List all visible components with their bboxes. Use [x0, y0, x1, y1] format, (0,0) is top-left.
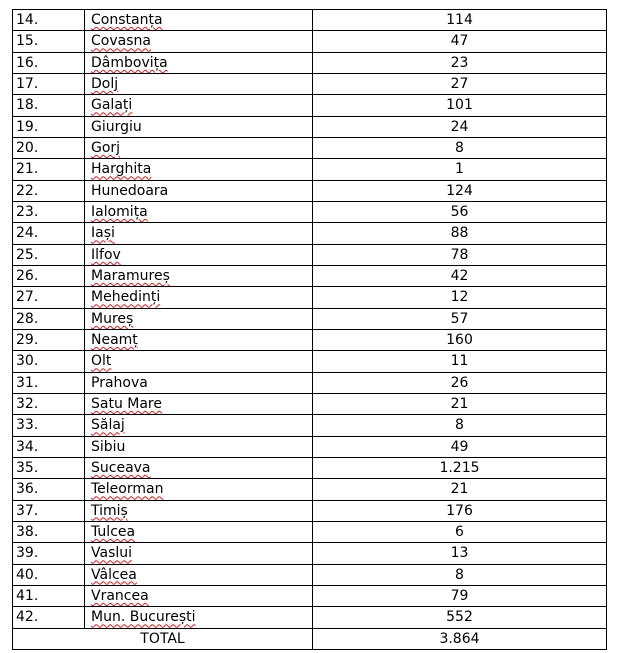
- county-name: Mehedinți: [91, 289, 161, 306]
- county-name: Constanța: [91, 12, 163, 29]
- county-cell: [85, 244, 313, 265]
- county-name: Covasna: [91, 33, 151, 50]
- case-count: 78: [313, 244, 607, 265]
- total-label: TOTAL: [13, 628, 313, 649]
- county-cell: [85, 10, 313, 31]
- county-cell: [85, 116, 313, 137]
- case-count: 23: [313, 52, 607, 73]
- county-cell: [85, 607, 313, 628]
- table-row: [13, 159, 607, 180]
- county-name: Tulcea: [91, 524, 136, 541]
- total-value: 3.864: [313, 628, 607, 649]
- county-name: Vâlcea: [91, 566, 137, 583]
- row-number: 23.: [13, 201, 85, 222]
- case-count: 47: [313, 31, 607, 52]
- county-name: Mureș: [91, 310, 134, 327]
- county-name: Sibiu: [91, 438, 126, 455]
- row-number: 14.: [13, 10, 85, 31]
- county-name: Hunedoara: [91, 182, 169, 199]
- case-count: 26: [313, 372, 607, 393]
- table-row: [13, 201, 607, 222]
- row-number: 26.: [13, 265, 85, 286]
- case-count: 6: [313, 521, 607, 542]
- county-name: Maramureș: [91, 268, 170, 285]
- table-row: [13, 180, 607, 201]
- county-name: Harghita: [91, 161, 152, 178]
- county-name: Vrancea: [91, 588, 149, 605]
- county-name: Gorj: [91, 140, 121, 157]
- row-number: 31.: [13, 372, 85, 393]
- table-row: [13, 52, 607, 73]
- row-number: 17.: [13, 73, 85, 94]
- table-row: [13, 137, 607, 158]
- table-row: [13, 415, 607, 436]
- county-name: Mun. București: [91, 609, 196, 626]
- county-name: Vaslui: [91, 545, 133, 562]
- table-row: [13, 372, 607, 393]
- case-count: 13: [313, 543, 607, 564]
- case-count: 42: [313, 265, 607, 286]
- county-name: Iași: [91, 225, 115, 242]
- table-row: [13, 585, 607, 606]
- county-cell: [85, 564, 313, 585]
- county-cell: [85, 201, 313, 222]
- county-cell: [85, 223, 313, 244]
- table-row: [13, 393, 607, 414]
- county-cell: [85, 585, 313, 606]
- table-row: [13, 543, 607, 564]
- row-number: 21.: [13, 159, 85, 180]
- county-cases-table: [12, 9, 607, 650]
- case-count: 8: [313, 564, 607, 585]
- total-row: [13, 628, 607, 649]
- row-number: 40.: [13, 564, 85, 585]
- row-number: 41.: [13, 585, 85, 606]
- row-number: 29.: [13, 329, 85, 350]
- county-name: Olt: [91, 353, 112, 370]
- case-count: 552: [313, 607, 607, 628]
- case-count: 8: [313, 415, 607, 436]
- table-row: [13, 10, 607, 31]
- county-cell: [85, 265, 313, 286]
- county-cell: [85, 287, 313, 308]
- case-count: 12: [313, 287, 607, 308]
- county-name: Timiș: [91, 502, 128, 519]
- county-name: Ilfov: [91, 246, 121, 263]
- row-number: 19.: [13, 116, 85, 137]
- row-number: 37.: [13, 500, 85, 521]
- table-row: [13, 607, 607, 628]
- county-name: Suceava: [91, 460, 151, 477]
- county-cell: [85, 95, 313, 116]
- row-number: 30.: [13, 351, 85, 372]
- table-row: [13, 457, 607, 478]
- county-name: Prahova: [91, 374, 148, 391]
- county-cell: [85, 372, 313, 393]
- case-count: 21: [313, 479, 607, 500]
- county-cell: [85, 500, 313, 521]
- case-count: 24: [313, 116, 607, 137]
- row-number: 39.: [13, 543, 85, 564]
- table-row: [13, 31, 607, 52]
- table-row: [13, 351, 607, 372]
- case-count: 79: [313, 585, 607, 606]
- table-row: [13, 73, 607, 94]
- county-name: Teleorman: [91, 481, 164, 498]
- county-cell: [85, 543, 313, 564]
- row-number: 33.: [13, 415, 85, 436]
- row-number: 34.: [13, 436, 85, 457]
- county-cell: [85, 415, 313, 436]
- case-count: 11: [313, 351, 607, 372]
- case-count: 160: [313, 329, 607, 350]
- case-count: 57: [313, 308, 607, 329]
- county-name: Ialomița: [91, 204, 148, 221]
- row-number: 18.: [13, 95, 85, 116]
- case-count: 114: [313, 10, 607, 31]
- case-count: 56: [313, 201, 607, 222]
- county-name: Giurgiu: [91, 118, 142, 135]
- table-row: [13, 116, 607, 137]
- case-count: 124: [313, 180, 607, 201]
- case-count: 88: [313, 223, 607, 244]
- table-row: [13, 479, 607, 500]
- county-cell: [85, 457, 313, 478]
- county-name: Satu Mare: [91, 396, 162, 413]
- county-cell: [85, 479, 313, 500]
- county-cell: [85, 308, 313, 329]
- county-cell: [85, 137, 313, 158]
- county-name: Sălaj: [91, 417, 125, 434]
- table-row: [13, 500, 607, 521]
- row-number: 42.: [13, 607, 85, 628]
- row-number: 15.: [13, 31, 85, 52]
- case-count: 1: [313, 159, 607, 180]
- county-name: Neamț: [91, 332, 138, 349]
- case-count: 8: [313, 137, 607, 158]
- county-cell: [85, 180, 313, 201]
- case-count: 27: [313, 73, 607, 94]
- table-row: [13, 95, 607, 116]
- county-cell: [85, 73, 313, 94]
- county-name: Dolj: [91, 76, 119, 93]
- county-name: Dâmbovița: [91, 54, 168, 71]
- county-cell: [85, 351, 313, 372]
- table-row: [13, 287, 607, 308]
- case-count: 1.215: [313, 457, 607, 478]
- row-number: 24.: [13, 223, 85, 244]
- table-body: [13, 10, 607, 650]
- table-row: [13, 265, 607, 286]
- case-count: 176: [313, 500, 607, 521]
- row-number: 25.: [13, 244, 85, 265]
- table-row: [13, 223, 607, 244]
- case-count: 21: [313, 393, 607, 414]
- row-number: 20.: [13, 137, 85, 158]
- county-cell: [85, 393, 313, 414]
- row-number: 16.: [13, 52, 85, 73]
- table-row: [13, 521, 607, 542]
- row-number: 32.: [13, 393, 85, 414]
- table-row: [13, 564, 607, 585]
- county-cell: [85, 52, 313, 73]
- row-number: 35.: [13, 457, 85, 478]
- county-cell: [85, 329, 313, 350]
- table-row: [13, 436, 607, 457]
- row-number: 38.: [13, 521, 85, 542]
- row-number: 28.: [13, 308, 85, 329]
- county-name: Galați: [91, 97, 133, 114]
- table-row: [13, 308, 607, 329]
- row-number: 27.: [13, 287, 85, 308]
- case-count: 101: [313, 95, 607, 116]
- case-count: 49: [313, 436, 607, 457]
- county-cell: [85, 521, 313, 542]
- county-cell: [85, 31, 313, 52]
- row-number: 22.: [13, 180, 85, 201]
- row-number: 36.: [13, 479, 85, 500]
- county-cell: [85, 436, 313, 457]
- table-row: [13, 244, 607, 265]
- table-row: [13, 329, 607, 350]
- county-cell: [85, 159, 313, 180]
